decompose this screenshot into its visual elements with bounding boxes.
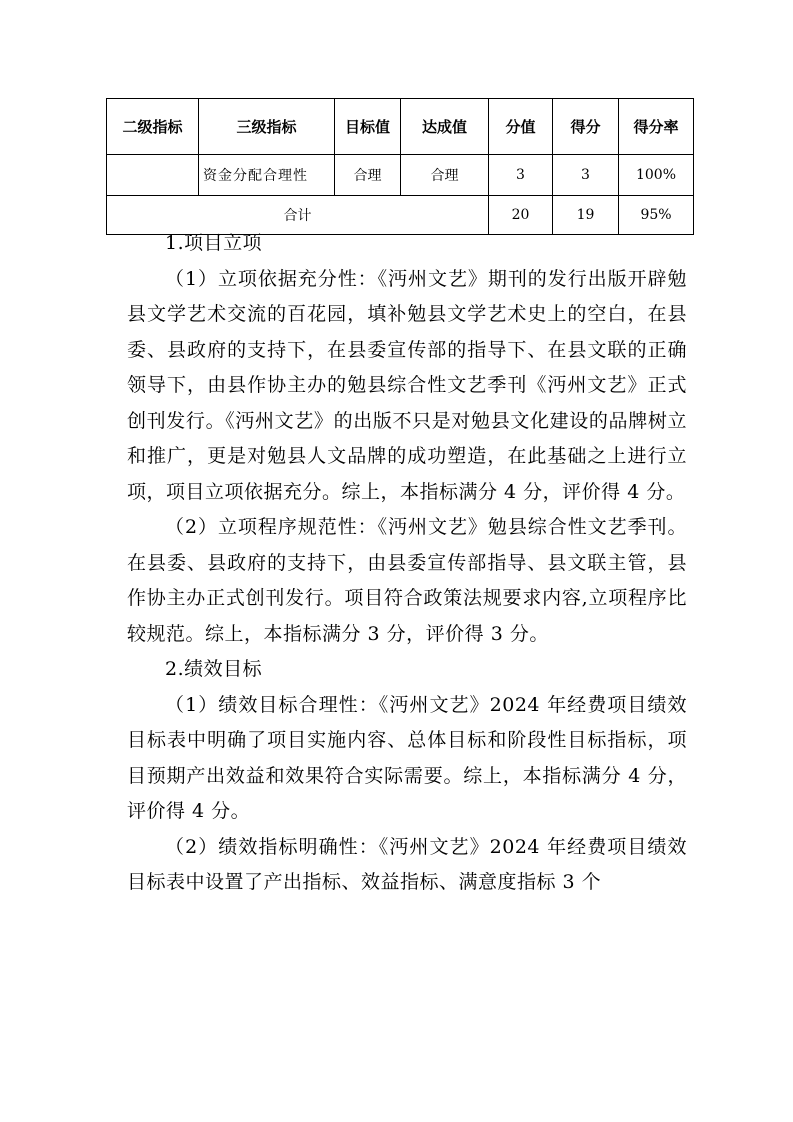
paragraph-approval-basis: （1）立项依据充分性：《沔州文艺》期刊的发行出版开辟勉县文学艺术交流的百花园，填补勉县文学艺术史上的空白，在县委、县政府的支持下，在县委宣传部的指导下、在县文联的正确领导下，由县作协主办的勉县综合性文艺季刊《沔州文艺》正式创刊发行。《沔州文艺》的出版不只是对勉县文化建设的品牌树立和推广，更是对勉县人文品牌的成功塑造，在此基础之上进行立项，项目立项依据充分。综上，本指标满分 4 分，评价得 4 分。 bbox=[127, 267, 687, 503]
header-target: 目标值 bbox=[335, 99, 401, 155]
section-heading-performance-goals: 2.绩效目标 bbox=[165, 658, 263, 680]
paragraph-goal-rationality: （1）绩效目标合理性：《沔州文艺》2024 年经费项目绩效目标表中明确了项目实施内容、总体目标和阶段性目标指标，项目预期产出效益和效果符合实际需要。综上，本指标满分 4 分，评价得 4 分。 bbox=[127, 693, 687, 822]
header-level3: 三级指标 bbox=[199, 99, 335, 155]
table-row bbox=[107, 155, 694, 196]
total-score-value: 20 bbox=[489, 196, 553, 235]
header-score-value: 分值 bbox=[489, 99, 553, 155]
header-score: 得分 bbox=[553, 99, 619, 155]
table-header-row bbox=[107, 99, 694, 155]
cell-target: 合理 bbox=[335, 155, 401, 196]
header-rate: 得分率 bbox=[619, 99, 694, 155]
section-heading-project-approval: 1.项目立项 bbox=[165, 232, 263, 254]
cell-score-value: 3 bbox=[489, 155, 553, 196]
total-label: 合计 bbox=[107, 196, 489, 235]
cell-level3: 资金分配合理性 bbox=[199, 155, 335, 196]
header-level2: 二级指标 bbox=[107, 99, 199, 155]
header-achieved: 达成值 bbox=[401, 99, 489, 155]
cell-score: 3 bbox=[553, 155, 619, 196]
document-body bbox=[127, 226, 687, 901]
paragraph-approval-procedure: （2）立项程序规范性：《沔州文艺》勉县综合性文艺季刊。在县委、县政府的支持下，由县委宣传部指导、县文联主管，县作协主办正式创刊发行。项目符合政策法规要求内容,立项程序比较规范。综上，本指标满分 3 分，评价得 3 分。 bbox=[127, 516, 687, 645]
paragraph-indicator-clarity: （2）绩效指标明确性：《沔州文艺》2024 年经费项目绩效目标表中设置了产出指标、效益指标、满意度指标 3 个 bbox=[127, 835, 687, 893]
cell-achieved: 合理 bbox=[401, 155, 489, 196]
total-score: 19 bbox=[553, 196, 619, 235]
cell-rate: 100% bbox=[619, 155, 694, 196]
total-rate: 95% bbox=[619, 196, 694, 235]
score-table bbox=[106, 98, 694, 235]
cell-level2 bbox=[107, 155, 199, 196]
